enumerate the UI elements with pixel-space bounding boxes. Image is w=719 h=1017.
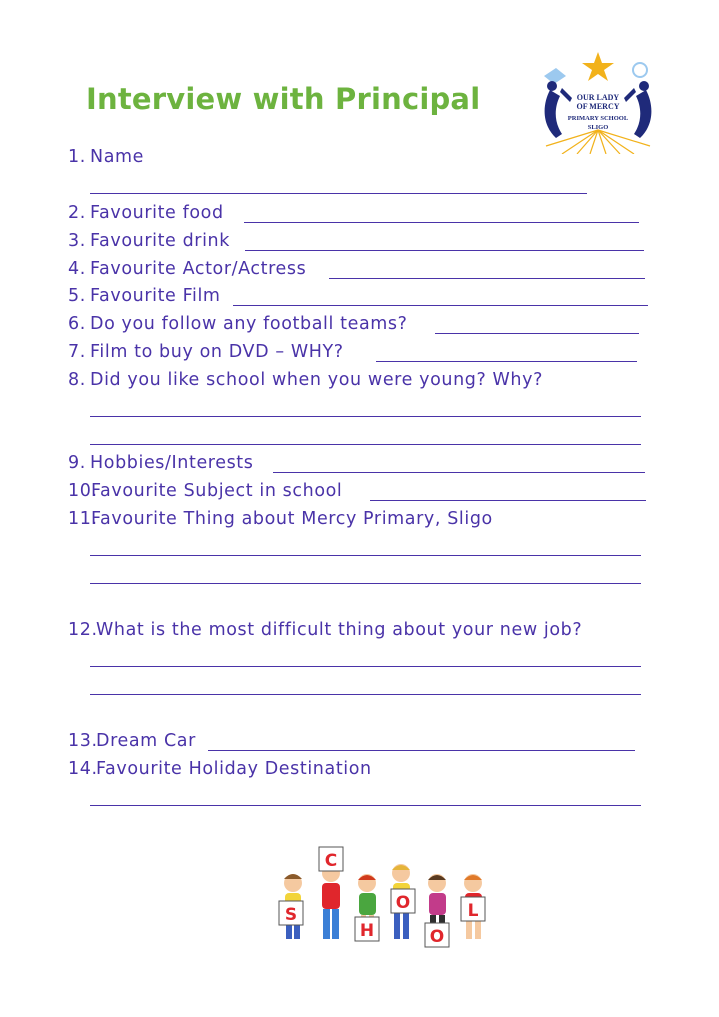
question-text: Favourite Subject in school <box>91 481 343 501</box>
question-number: 12. <box>68 620 98 640</box>
answer-line-2[interactable] <box>244 222 639 223</box>
letter-h: H <box>359 921 375 941</box>
answer-line-8a[interactable] <box>90 416 641 417</box>
question-number: 5. <box>68 286 86 306</box>
question-11 <box>0 509 719 535</box>
answer-line-6[interactable] <box>435 333 639 334</box>
logo-line-3: PRIMARY SCHOOL <box>567 115 629 122</box>
question-text: Favourite Actor/Actress <box>90 259 307 279</box>
answer-line-9[interactable] <box>273 472 645 473</box>
question-number: 14. <box>68 759 98 779</box>
question-text: Did you like school when you were young? Why? <box>90 370 543 390</box>
question-4 <box>0 259 719 285</box>
question-number: 3. <box>68 231 86 251</box>
question-13 <box>0 731 719 757</box>
question-number: 6. <box>68 314 86 334</box>
question-10 <box>0 481 719 507</box>
school-crest-logo <box>532 50 664 154</box>
question-number: 7. <box>68 342 86 362</box>
logo-line-2: OF MERCY <box>576 102 620 111</box>
letter-o: O <box>395 893 411 913</box>
question-number: 11. <box>68 509 98 529</box>
question-14 <box>0 759 719 785</box>
answer-line-12a[interactable] <box>90 666 641 667</box>
question-text: Hobbies/Interests <box>90 453 254 473</box>
question-text: Favourite Film <box>90 286 221 306</box>
question-number: 8. <box>68 370 86 390</box>
star-icon <box>582 52 614 81</box>
answer-line-5[interactable] <box>233 305 648 306</box>
answer-line-8b[interactable] <box>90 444 641 445</box>
school-children-clipart <box>275 843 497 955</box>
answer-line-14[interactable] <box>90 805 641 806</box>
answer-line-3[interactable] <box>245 250 644 251</box>
answer-line-11a[interactable] <box>90 555 641 556</box>
question-text: Favourite food <box>90 203 224 223</box>
question-number: 4. <box>68 259 86 279</box>
question-text: Dream Car <box>96 731 196 751</box>
question-text: Name <box>90 147 145 167</box>
answer-line-10[interactable] <box>370 500 646 501</box>
question-number: 10. <box>68 481 98 501</box>
question-text: What is the most difficult thing about your new job? <box>96 620 583 640</box>
question-8 <box>0 370 719 396</box>
question-text: Favourite Holiday Destination <box>96 759 372 779</box>
letter-s: S <box>284 905 298 925</box>
question-5 <box>0 286 719 312</box>
letter-o: O <box>429 927 445 947</box>
question-12 <box>0 620 719 646</box>
question-number: 1. <box>68 147 86 167</box>
letter-l: L <box>467 901 479 921</box>
question-text: Film to buy on DVD – WHY? <box>90 342 344 362</box>
logo-line-1: OUR LADY <box>576 93 620 102</box>
question-text: Favourite Thing about Mercy Primary, Sligo <box>91 509 493 529</box>
question-number: 9. <box>68 453 86 473</box>
question-2 <box>0 203 719 229</box>
page-title: Interview with Principal <box>86 82 481 116</box>
answer-line-11b[interactable] <box>90 583 641 584</box>
answer-line-12b[interactable] <box>90 694 641 695</box>
answer-line-1[interactable] <box>90 193 587 194</box>
question-number: 13. <box>68 731 98 751</box>
question-1 <box>0 147 719 173</box>
question-number: 2. <box>68 203 86 223</box>
answer-line-7[interactable] <box>376 361 637 362</box>
question-text: Do you follow any football teams? <box>90 314 408 334</box>
answer-line-13[interactable] <box>208 750 635 751</box>
question-9 <box>0 453 719 479</box>
answer-line-4[interactable] <box>329 278 645 279</box>
question-3 <box>0 231 719 257</box>
logo-line-4: SLIGO <box>587 124 609 131</box>
question-text: Favourite drink <box>90 231 230 251</box>
question-7 <box>0 342 719 368</box>
question-6 <box>0 314 719 340</box>
letter-c: C <box>324 851 338 871</box>
